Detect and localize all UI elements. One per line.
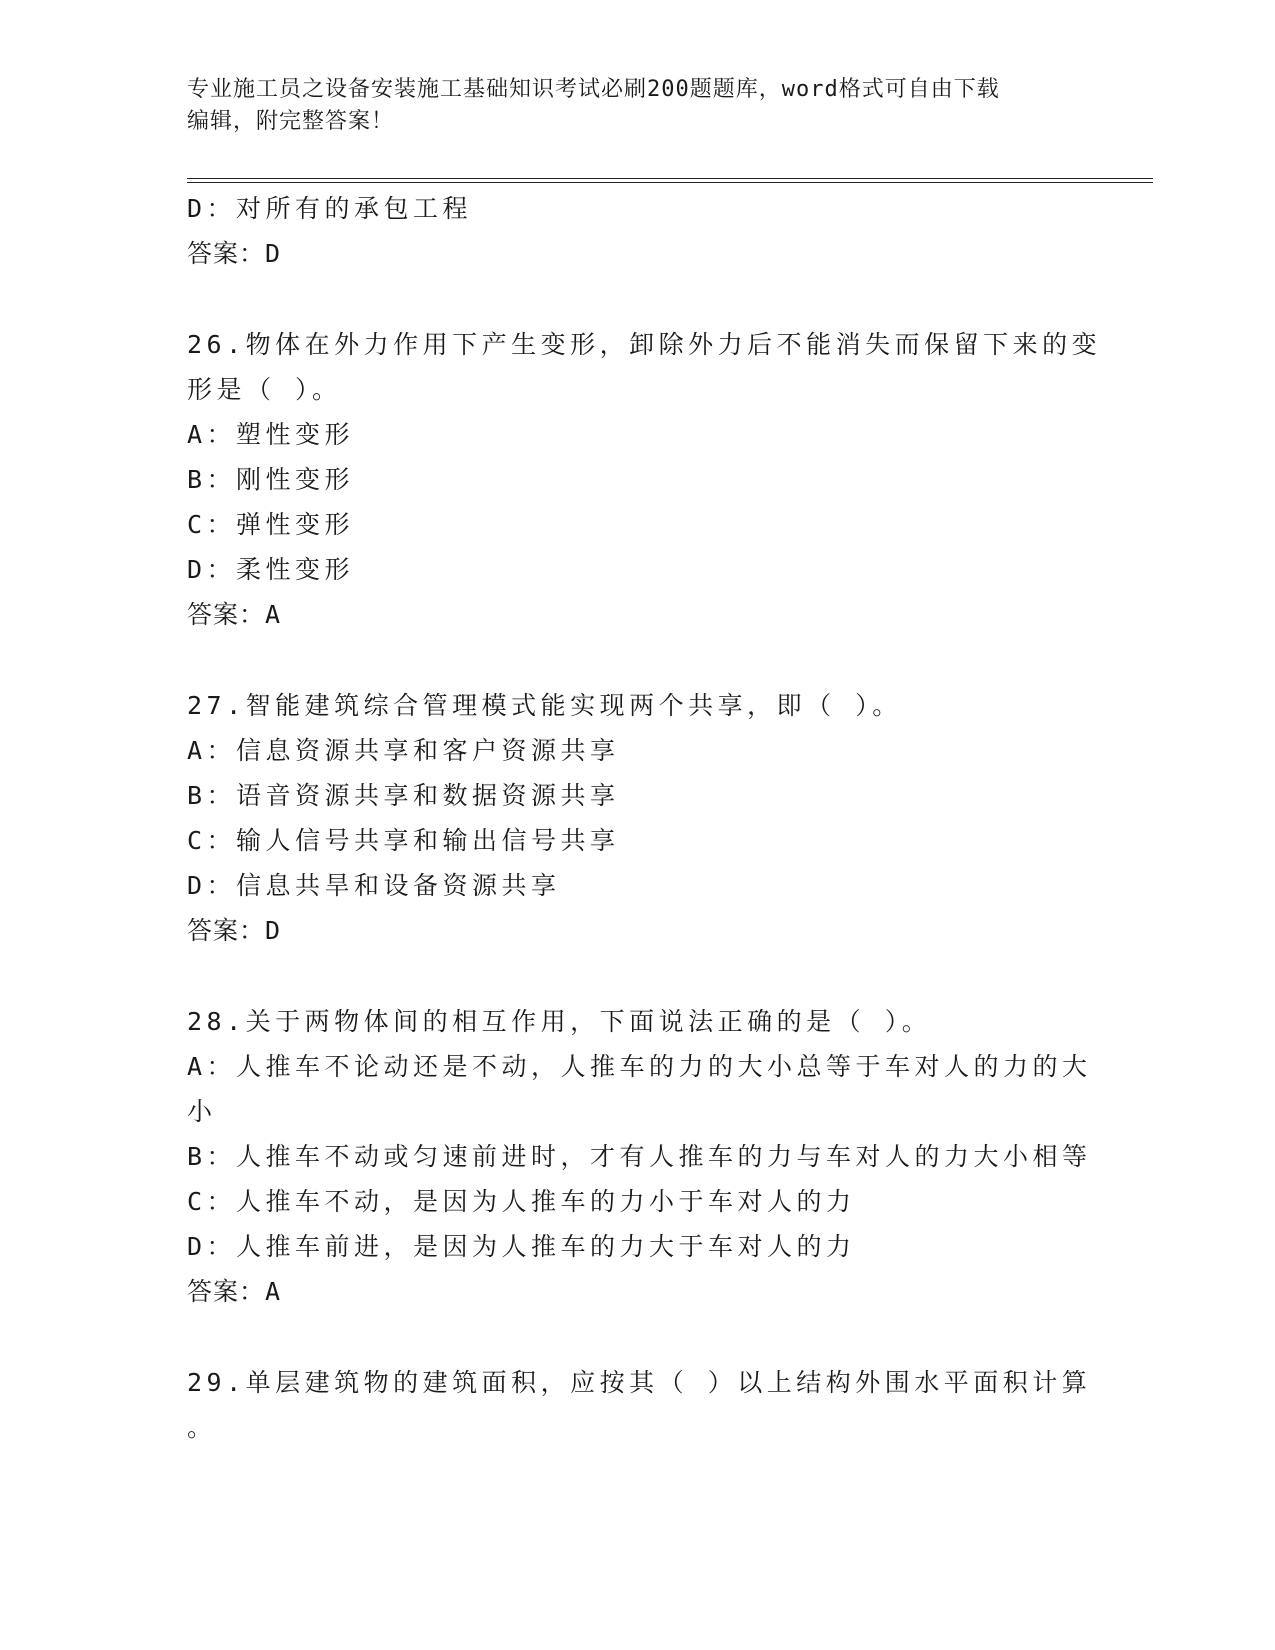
q25-option-d: D：对所有的承包工程 bbox=[187, 194, 473, 223]
q26-option-d: D：柔性变形 bbox=[187, 555, 355, 584]
q26-option-b: B：刚性变形 bbox=[187, 465, 355, 494]
q26-stem-line-1: 26.物体在外力作用下产生变形，卸除外力后不能消失而保留下来的变 bbox=[187, 330, 1102, 359]
q28-option-a-line-2: 小 bbox=[187, 1097, 217, 1126]
q26-answer: 答案：A bbox=[187, 600, 282, 629]
header-rule-bottom bbox=[187, 182, 1153, 183]
q26-option-c: C：弹性变形 bbox=[187, 510, 355, 539]
q27-option-c: C：输人信号共享和输出信号共享 bbox=[187, 826, 620, 855]
header-line-1: 专业施工员之设备安装施工基础知识考试必刷200题题库，word格式可自由下载 bbox=[187, 77, 1000, 102]
q28-option-d: D：人推车前进，是因为人推车的力大于车对人的力 bbox=[187, 1232, 856, 1261]
q29-stem-line-2: 。 bbox=[187, 1413, 217, 1442]
q27-answer: 答案：D bbox=[187, 916, 282, 945]
q27-option-d: D：信息共旱和设备资源共享 bbox=[187, 871, 561, 900]
q28-answer: 答案：A bbox=[187, 1277, 282, 1306]
q26-stem-line-2: 形是（ ）。 bbox=[187, 375, 342, 404]
q28-stem: 28.关于两物体间的相互作用，下面说法正确的是（ ）。 bbox=[187, 1007, 932, 1036]
q25-answer: 答案：D bbox=[187, 239, 282, 268]
document-header bbox=[187, 74, 1067, 138]
q27-option-b: B：语音资源共享和数据资源共享 bbox=[187, 781, 620, 810]
q27-option-a: A：信息资源共享和客户资源共享 bbox=[187, 736, 620, 765]
header-rule-top bbox=[187, 178, 1153, 179]
q26-option-a: A：塑性变形 bbox=[187, 420, 355, 449]
header-line-2: 编辑，附完整答案！ bbox=[187, 109, 395, 134]
q27-stem: 27.智能建筑综合管理模式能实现两个共享，即（ ）。 bbox=[187, 691, 902, 720]
q28-option-a-line-1: A：人推车不论动还是不动，人推车的力的大小总等于车对人的力的大 bbox=[187, 1052, 1092, 1081]
q28-option-b: B：人推车不动或匀速前进时，才有人推车的力与车对人的力大小相等 bbox=[187, 1142, 1092, 1171]
q28-option-c: C：人推车不动，是因为人推车的力小于车对人的力 bbox=[187, 1187, 856, 1216]
q29-stem-line-1: 29.单层建筑物的建筑面积，应按其（ ）以上结构外围水平面积计算 bbox=[187, 1368, 1092, 1397]
